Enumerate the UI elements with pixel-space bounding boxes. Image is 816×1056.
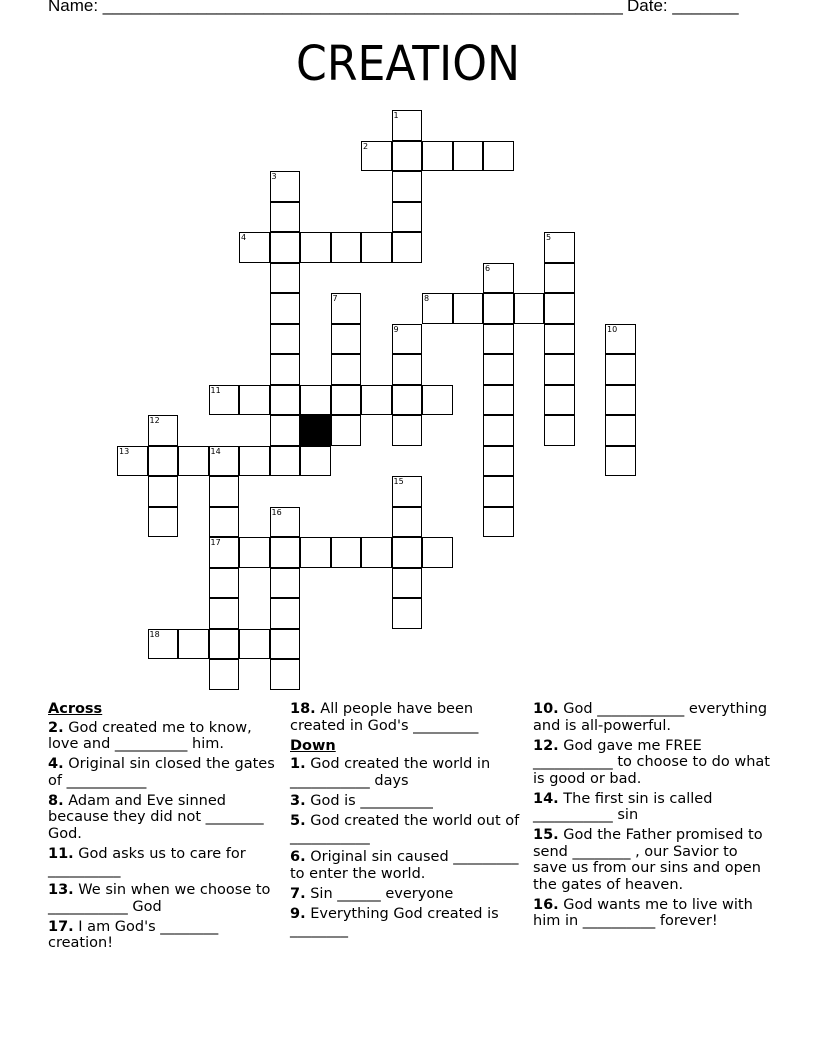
- grid-cell[interactable]: [239, 629, 270, 660]
- grid-cell[interactable]: [453, 141, 484, 172]
- grid-cell[interactable]: [270, 385, 301, 416]
- grid-cell[interactable]: [361, 537, 392, 568]
- grid-cell[interactable]: [270, 568, 301, 599]
- grid-cell[interactable]: [209, 446, 240, 477]
- down-heading: Down: [290, 737, 336, 754]
- grid-cell[interactable]: [331, 415, 362, 446]
- clue-across-13: 13. We sin when we choose to ___________ God: [48, 882, 271, 915]
- grid-cell[interactable]: [544, 385, 575, 416]
- grid-cell[interactable]: [514, 293, 545, 324]
- clue-across-4: 4. Original sin closed the gates of ___________: [48, 756, 275, 789]
- clue-down-14: 14. The first sin is called ___________ sin: [533, 790, 713, 823]
- grid-cell[interactable]: [300, 537, 331, 568]
- clue-number: 5: [546, 233, 552, 242]
- clues-column-1: [48, 701, 286, 955]
- grid-cell[interactable]: [392, 354, 423, 385]
- grid-cell[interactable]: [483, 415, 514, 446]
- clue-number: 1: [393, 111, 399, 120]
- grid-cell[interactable]: [148, 415, 179, 446]
- grid-cell[interactable]: [422, 385, 453, 416]
- grid-cell[interactable]: [148, 476, 179, 507]
- grid-cell[interactable]: [270, 263, 301, 294]
- grid-cell[interactable]: [392, 202, 423, 233]
- clue-number: 4: [241, 233, 247, 242]
- grid-cell[interactable]: [422, 293, 453, 324]
- grid-cell[interactable]: [300, 232, 331, 263]
- grid-cell[interactable]: [148, 446, 179, 477]
- grid-cell[interactable]: [270, 354, 301, 385]
- grid-cell[interactable]: [483, 293, 514, 324]
- clue-down-7: 7. Sin ______ everyone: [290, 885, 454, 902]
- grid-cell[interactable]: [392, 324, 423, 355]
- page-title: CREATION: [296, 36, 520, 92]
- clue-number: 6: [485, 263, 491, 273]
- clue-number: 7: [332, 294, 338, 303]
- clue-number: 17: [210, 538, 221, 547]
- clue-down-15: 15. God the Father promised to send ________ , our Savior to save us from our sins and open the gates of heaven.: [533, 827, 763, 893]
- grid-cell[interactable]: [392, 232, 423, 263]
- grid-cell[interactable]: [392, 141, 423, 172]
- grid-cell[interactable]: [239, 385, 270, 416]
- grid-cell[interactable]: [392, 598, 423, 629]
- grid-cell[interactable]: [392, 385, 423, 416]
- grid-cell[interactable]: [270, 171, 301, 202]
- grid-cell[interactable]: [361, 385, 392, 416]
- grid-cell[interactable]: [605, 385, 636, 416]
- grid-cell[interactable]: [148, 507, 179, 538]
- clue-down-6: 6. Original sin caused _________ to enter the world.: [290, 849, 519, 882]
- header: [48, 0, 739, 16]
- grid-cell[interactable]: [300, 385, 331, 416]
- clue-number: 13: [119, 446, 130, 456]
- grid-cell[interactable]: [209, 385, 240, 416]
- clue-down-5: 5. God created the world out of ___________: [290, 812, 520, 845]
- grid-cell[interactable]: [544, 415, 575, 446]
- grid-cell[interactable]: [605, 415, 636, 446]
- grid-cell[interactable]: [331, 293, 362, 324]
- clue-across-2: 2. God created me to know, love and __________ him.: [48, 719, 252, 752]
- grid-cell[interactable]: [331, 324, 362, 355]
- grid-cell[interactable]: [361, 232, 392, 263]
- grid-cell[interactable]: [148, 629, 179, 660]
- grid-cell[interactable]: [483, 354, 514, 385]
- grid-cell[interactable]: [331, 537, 362, 568]
- black-cell: [300, 415, 331, 446]
- grid-cell[interactable]: [239, 232, 270, 263]
- clue-across-11: 11. God asks us to care for __________: [48, 845, 246, 878]
- grid-cell[interactable]: [209, 659, 240, 690]
- clue-number: 15: [393, 477, 404, 486]
- grid-cell[interactable]: [392, 568, 423, 599]
- clue-down-12: 12. God gave me FREE ___________ to choose to do what is good or bad.: [533, 737, 770, 787]
- grid-cell[interactable]: [270, 232, 301, 263]
- clue-across-18: 18. All people have been created in God's _________: [290, 701, 479, 734]
- grid-cell[interactable]: [239, 446, 270, 477]
- clue-number: 18: [149, 629, 160, 639]
- grid-cell[interactable]: [239, 537, 270, 568]
- grid-cell[interactable]: [605, 324, 636, 355]
- grid-cell[interactable]: [392, 476, 423, 507]
- grid-cell[interactable]: [544, 354, 575, 385]
- grid-cell[interactable]: [544, 263, 575, 294]
- grid-cell[interactable]: [270, 415, 301, 446]
- grid-cell[interactable]: [453, 293, 484, 324]
- grid-cell[interactable]: [270, 598, 301, 629]
- grid-cell[interactable]: [544, 293, 575, 324]
- grid-cell[interactable]: [483, 507, 514, 538]
- clue-number: 12: [149, 416, 160, 425]
- grid-cell[interactable]: [483, 446, 514, 477]
- grid-cell[interactable]: [392, 507, 423, 538]
- clue-number: 2: [363, 141, 369, 151]
- grid-cell[interactable]: [483, 263, 514, 294]
- grid-cell[interactable]: [300, 446, 331, 477]
- clues-column-2: [290, 701, 528, 942]
- grid-cell[interactable]: [422, 141, 453, 172]
- grid-cell[interactable]: [361, 141, 392, 172]
- grid-cell[interactable]: [270, 202, 301, 233]
- name-field-label[interactable]: Name: _______________________________________________________: [48, 0, 623, 15]
- grid-cell[interactable]: [270, 293, 301, 324]
- clue-number: 16: [271, 507, 282, 517]
- clue-number: 11: [210, 385, 221, 395]
- grid-cell[interactable]: [544, 324, 575, 355]
- clue-across-17: 17. I am God's ________ creation!: [48, 918, 219, 951]
- grid-cell[interactable]: [392, 415, 423, 446]
- grid-cell[interactable]: [270, 324, 301, 355]
- clue-down-10: 10. God ____________ everything and is all-powerful.: [533, 701, 768, 734]
- date-field-label[interactable]: Date: _______: [627, 0, 739, 15]
- grid-cell[interactable]: [209, 568, 240, 599]
- clue-down-16: 16. God wants me to live with him in __________ forever!: [533, 896, 753, 929]
- clue-number: 3: [271, 172, 277, 181]
- grid-cell[interactable]: [331, 232, 362, 263]
- grid-cell[interactable]: [270, 507, 301, 538]
- grid-cell[interactable]: [483, 141, 514, 172]
- grid-cell[interactable]: [544, 232, 575, 263]
- clue-number: 10: [607, 324, 618, 334]
- grid-cell[interactable]: [178, 446, 209, 477]
- grid-cell[interactable]: [178, 629, 209, 660]
- grid-cell[interactable]: [270, 659, 301, 690]
- grid-cell[interactable]: [209, 507, 240, 538]
- grid-cell[interactable]: [605, 446, 636, 477]
- grid-cell[interactable]: [422, 537, 453, 568]
- clue-down-1: 1. God created the world in ___________ days: [290, 756, 491, 789]
- grid-cell[interactable]: [483, 385, 514, 416]
- grid-cell[interactable]: [270, 629, 301, 660]
- grid-cell[interactable]: [483, 476, 514, 507]
- clue-down-9: 9. Everything God created is ________: [290, 905, 499, 938]
- grid-cell[interactable]: [209, 598, 240, 629]
- clue-number: 14: [210, 446, 221, 456]
- grid-cell[interactable]: [117, 446, 148, 477]
- across-heading: Across: [48, 701, 103, 717]
- grid-cell[interactable]: [209, 537, 240, 568]
- grid-cell[interactable]: [392, 537, 423, 568]
- clues-column-3: [533, 701, 773, 933]
- grid-cell[interactable]: [392, 171, 423, 202]
- grid-cell[interactable]: [483, 324, 514, 355]
- grid-cell[interactable]: [270, 446, 301, 477]
- clue-down-3: 3. God is __________: [290, 792, 433, 809]
- grid-cell[interactable]: [605, 354, 636, 385]
- clue-number: 8: [424, 294, 430, 303]
- grid-cell[interactable]: [392, 110, 423, 141]
- grid-cell[interactable]: [209, 476, 240, 507]
- grid-cell[interactable]: [270, 537, 301, 568]
- grid-cell[interactable]: [331, 385, 362, 416]
- grid-cell[interactable]: [331, 354, 362, 385]
- clue-across-8: 8. Adam and Eve sinned because they did not ________ God.: [48, 792, 264, 842]
- grid-cell[interactable]: [209, 629, 240, 660]
- clue-number: 9: [393, 324, 399, 334]
